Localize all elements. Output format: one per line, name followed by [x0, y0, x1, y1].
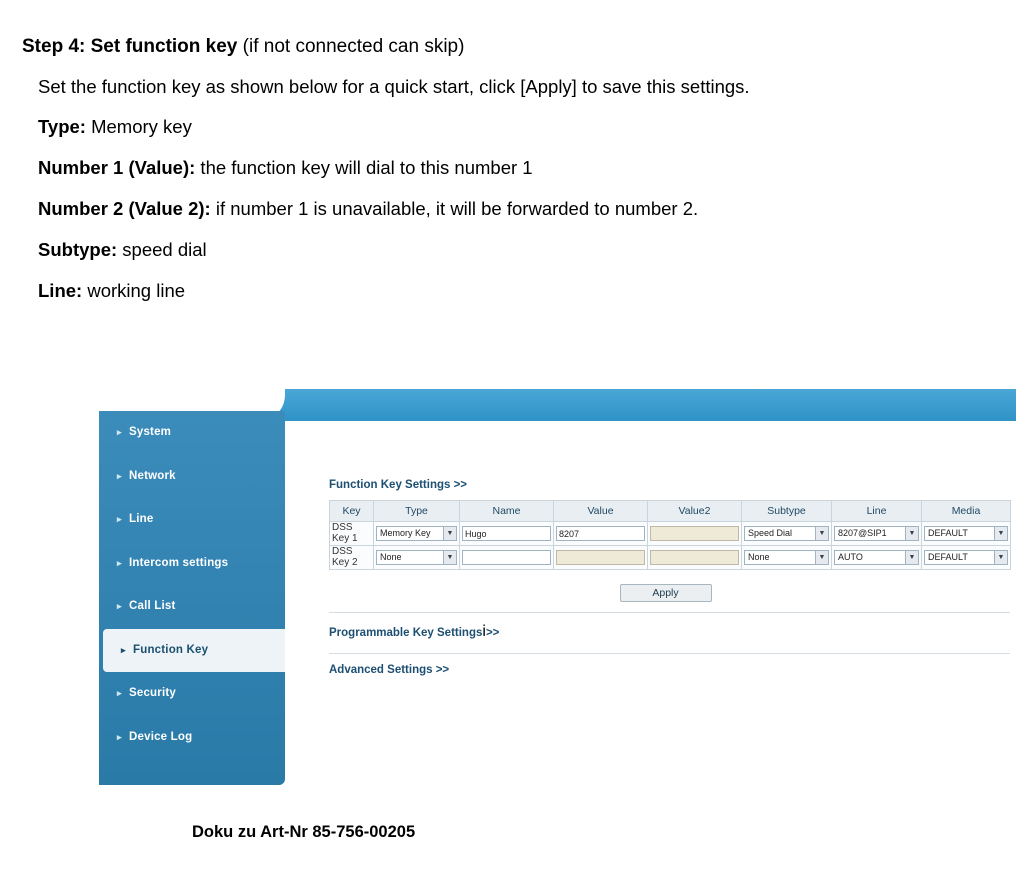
column-header-subtype: Subtype — [742, 501, 832, 522]
dss-key-1-subtype-value: Speed Dial — [748, 528, 793, 538]
step-heading-bold: Step 4: Set function key — [22, 36, 238, 57]
dss-key-1-name-input[interactable] — [462, 526, 551, 541]
dss-key-2-name-input[interactable] — [462, 550, 551, 565]
dss-key-1-line-value: 8207@SIP1 — [838, 528, 887, 538]
instruction-text: speed dial — [117, 238, 207, 260]
instruction-label: Number 1 (Value): — [38, 157, 196, 179]
dss-key-1-media-cell — [922, 522, 1011, 546]
dss-key-1-value2-cell — [648, 522, 742, 546]
step-heading — [22, 34, 1031, 60]
sidebar-item-label: Intercom settings — [129, 556, 229, 569]
dss-key-2-line-select[interactable] — [834, 550, 919, 565]
dss-key-1-line-cell — [832, 522, 922, 546]
chevron-down-icon: ▼ — [815, 551, 828, 564]
dss-key-2-type-cell — [374, 546, 460, 570]
instruction-list — [38, 74, 1031, 305]
divider — [329, 612, 1010, 613]
function-key-settings-title[interactable]: Function Key Settings >> — [329, 479, 468, 491]
instruction-label: Number 2 (Value 2): — [38, 198, 211, 220]
chevron-down-icon: ▼ — [994, 551, 1007, 564]
chevron-down-icon: ▼ — [905, 527, 918, 540]
instruction-text: Set the function key as shown below for a quick start, click [Apply] to save this settings. — [38, 75, 750, 97]
info-icon[interactable]: i — [482, 623, 486, 640]
sidebar-item-label: System — [129, 426, 172, 438]
sidebar-item-network[interactable] — [99, 455, 285, 499]
table-header-row — [330, 501, 1011, 522]
column-header-value2: Value2 — [648, 501, 742, 522]
sidebar-item-label: Function Key — [133, 643, 209, 656]
phone-webui-screenshot — [99, 389, 1016, 785]
webui-sidebar — [99, 411, 285, 785]
dss-key-1-media-select[interactable] — [924, 526, 1008, 541]
function-key-table — [329, 500, 1011, 570]
step-heading-rest: (if not connected can skip) — [237, 36, 465, 57]
dss-key-1-name-cell — [460, 522, 554, 546]
dss-key-2-media-select[interactable] — [924, 550, 1008, 565]
chevron-down-icon: ▼ — [905, 551, 918, 564]
chevron-right-icon: ▸ — [121, 644, 126, 655]
chevron-right-icon: ▸ — [117, 557, 122, 568]
sidebar-item-intercom-settings[interactable] — [99, 542, 285, 586]
dss-key-1-line-select[interactable] — [834, 526, 919, 541]
dss-key-1-value-cell — [554, 522, 648, 546]
column-header-type: Type — [374, 501, 460, 522]
chevron-right-icon: ▸ — [117, 601, 122, 611]
instruction-label: Type: — [38, 116, 86, 138]
dss-key-2-subtype-cell — [742, 546, 832, 570]
dss-key-1-type-value: Memory Key — [380, 528, 431, 538]
instruction-line — [38, 114, 1031, 141]
dss-key-2-subtype-value: None — [748, 552, 770, 562]
footer-text: Doku zu Art-Nr 85-756-00205 — [192, 823, 416, 841]
dss-key-2-subtype-select[interactable] — [744, 550, 829, 565]
dss-key-2-value-input[interactable] — [556, 550, 645, 565]
instruction-line — [38, 278, 1031, 305]
instruction-text: if number 1 is unavailable, it will be forwarded to number 2. — [210, 198, 699, 220]
instruction-text: Memory key — [85, 116, 192, 138]
dss-key-1-type-cell — [374, 522, 460, 546]
dss-key-2-label: DSS Key 2 — [330, 546, 374, 570]
dss-key-2-value-cell — [554, 546, 648, 570]
instruction-line — [38, 74, 1031, 101]
sidebar-item-label: Device Log — [129, 730, 193, 743]
dss-key-2-media-value: DEFAULT — [928, 552, 968, 562]
sidebar-item-label: Network — [129, 469, 176, 482]
programmable-key-settings-row — [329, 623, 1002, 641]
dss-key-2-value2-input[interactable] — [650, 550, 739, 565]
webui-content-inner — [285, 421, 1016, 785]
instruction-text: working line — [82, 279, 186, 301]
column-header-line: Line — [832, 501, 922, 522]
column-header-key: Key — [330, 501, 374, 522]
chevron-right-icon: ▸ — [117, 470, 122, 481]
dss-key-2-line-value: AUTO — [838, 552, 863, 562]
instruction-line — [38, 196, 1031, 223]
programmable-key-settings-suffix[interactable]: >> — [485, 627, 500, 639]
instruction-label: Subtype: — [38, 238, 118, 260]
chevron-right-icon: ▸ — [117, 731, 122, 742]
sidebar-item-label: Call List — [129, 600, 176, 612]
chevron-down-icon: ▼ — [815, 527, 828, 540]
dss-key-1-subtype-cell — [742, 522, 832, 546]
column-header-value: Value — [554, 501, 648, 522]
dss-key-2-type-value: None — [380, 552, 402, 562]
advanced-settings-title[interactable]: Advanced Settings >> — [329, 664, 450, 676]
sidebar-item-line[interactable] — [99, 498, 285, 542]
sidebar-item-function-key[interactable] — [103, 629, 285, 673]
chevron-right-icon: ▸ — [117, 514, 122, 524]
dss-key-1-media-value: DEFAULT — [928, 528, 968, 538]
chevron-right-icon: ▸ — [117, 427, 122, 437]
programmable-key-settings-title[interactable]: Programmable Key Settings — [329, 627, 483, 639]
column-header-name: Name — [460, 501, 554, 522]
apply-button[interactable]: Apply — [620, 584, 712, 602]
sidebar-item-label: Security — [129, 687, 176, 699]
divider — [329, 653, 1010, 654]
dss-key-1-value2-input[interactable] — [650, 526, 739, 541]
sidebar-item-label: Line — [129, 513, 154, 525]
dss-key-2-type-select[interactable] — [376, 550, 457, 565]
instruction-label: Line: — [38, 279, 83, 301]
sidebar-item-device-log[interactable] — [99, 716, 285, 760]
instruction-line — [38, 237, 1031, 264]
dss-key-2-media-cell — [922, 546, 1011, 570]
apply-row — [329, 583, 1002, 602]
chevron-down-icon: ▼ — [443, 527, 456, 540]
chevron-right-icon: ▸ — [117, 688, 122, 698]
table-row — [330, 546, 1011, 570]
instruction-line — [38, 155, 1031, 182]
dss-key-1-label: DSS Key 1 — [330, 522, 374, 546]
instructions-block — [0, 0, 1031, 305]
table-row — [330, 522, 1011, 546]
chevron-down-icon: ▼ — [443, 551, 456, 564]
instruction-text: the function key will dial to this number 1 — [195, 157, 533, 179]
sidebar-item-security[interactable] — [99, 672, 285, 716]
dss-key-1-value-input[interactable] — [556, 526, 645, 541]
sidebar-item-call-list[interactable] — [99, 585, 285, 629]
dss-key-2-line-cell — [832, 546, 922, 570]
column-header-media: Media — [922, 501, 1011, 522]
webui-content — [285, 421, 1016, 785]
dss-key-2-name-cell — [460, 546, 554, 570]
dss-key-1-type-select[interactable] — [376, 526, 457, 541]
dss-key-1-subtype-select[interactable] — [744, 526, 829, 541]
dss-key-2-value2-cell — [648, 546, 742, 570]
chevron-down-icon: ▼ — [994, 527, 1007, 540]
sidebar-item-system[interactable] — [99, 411, 285, 455]
